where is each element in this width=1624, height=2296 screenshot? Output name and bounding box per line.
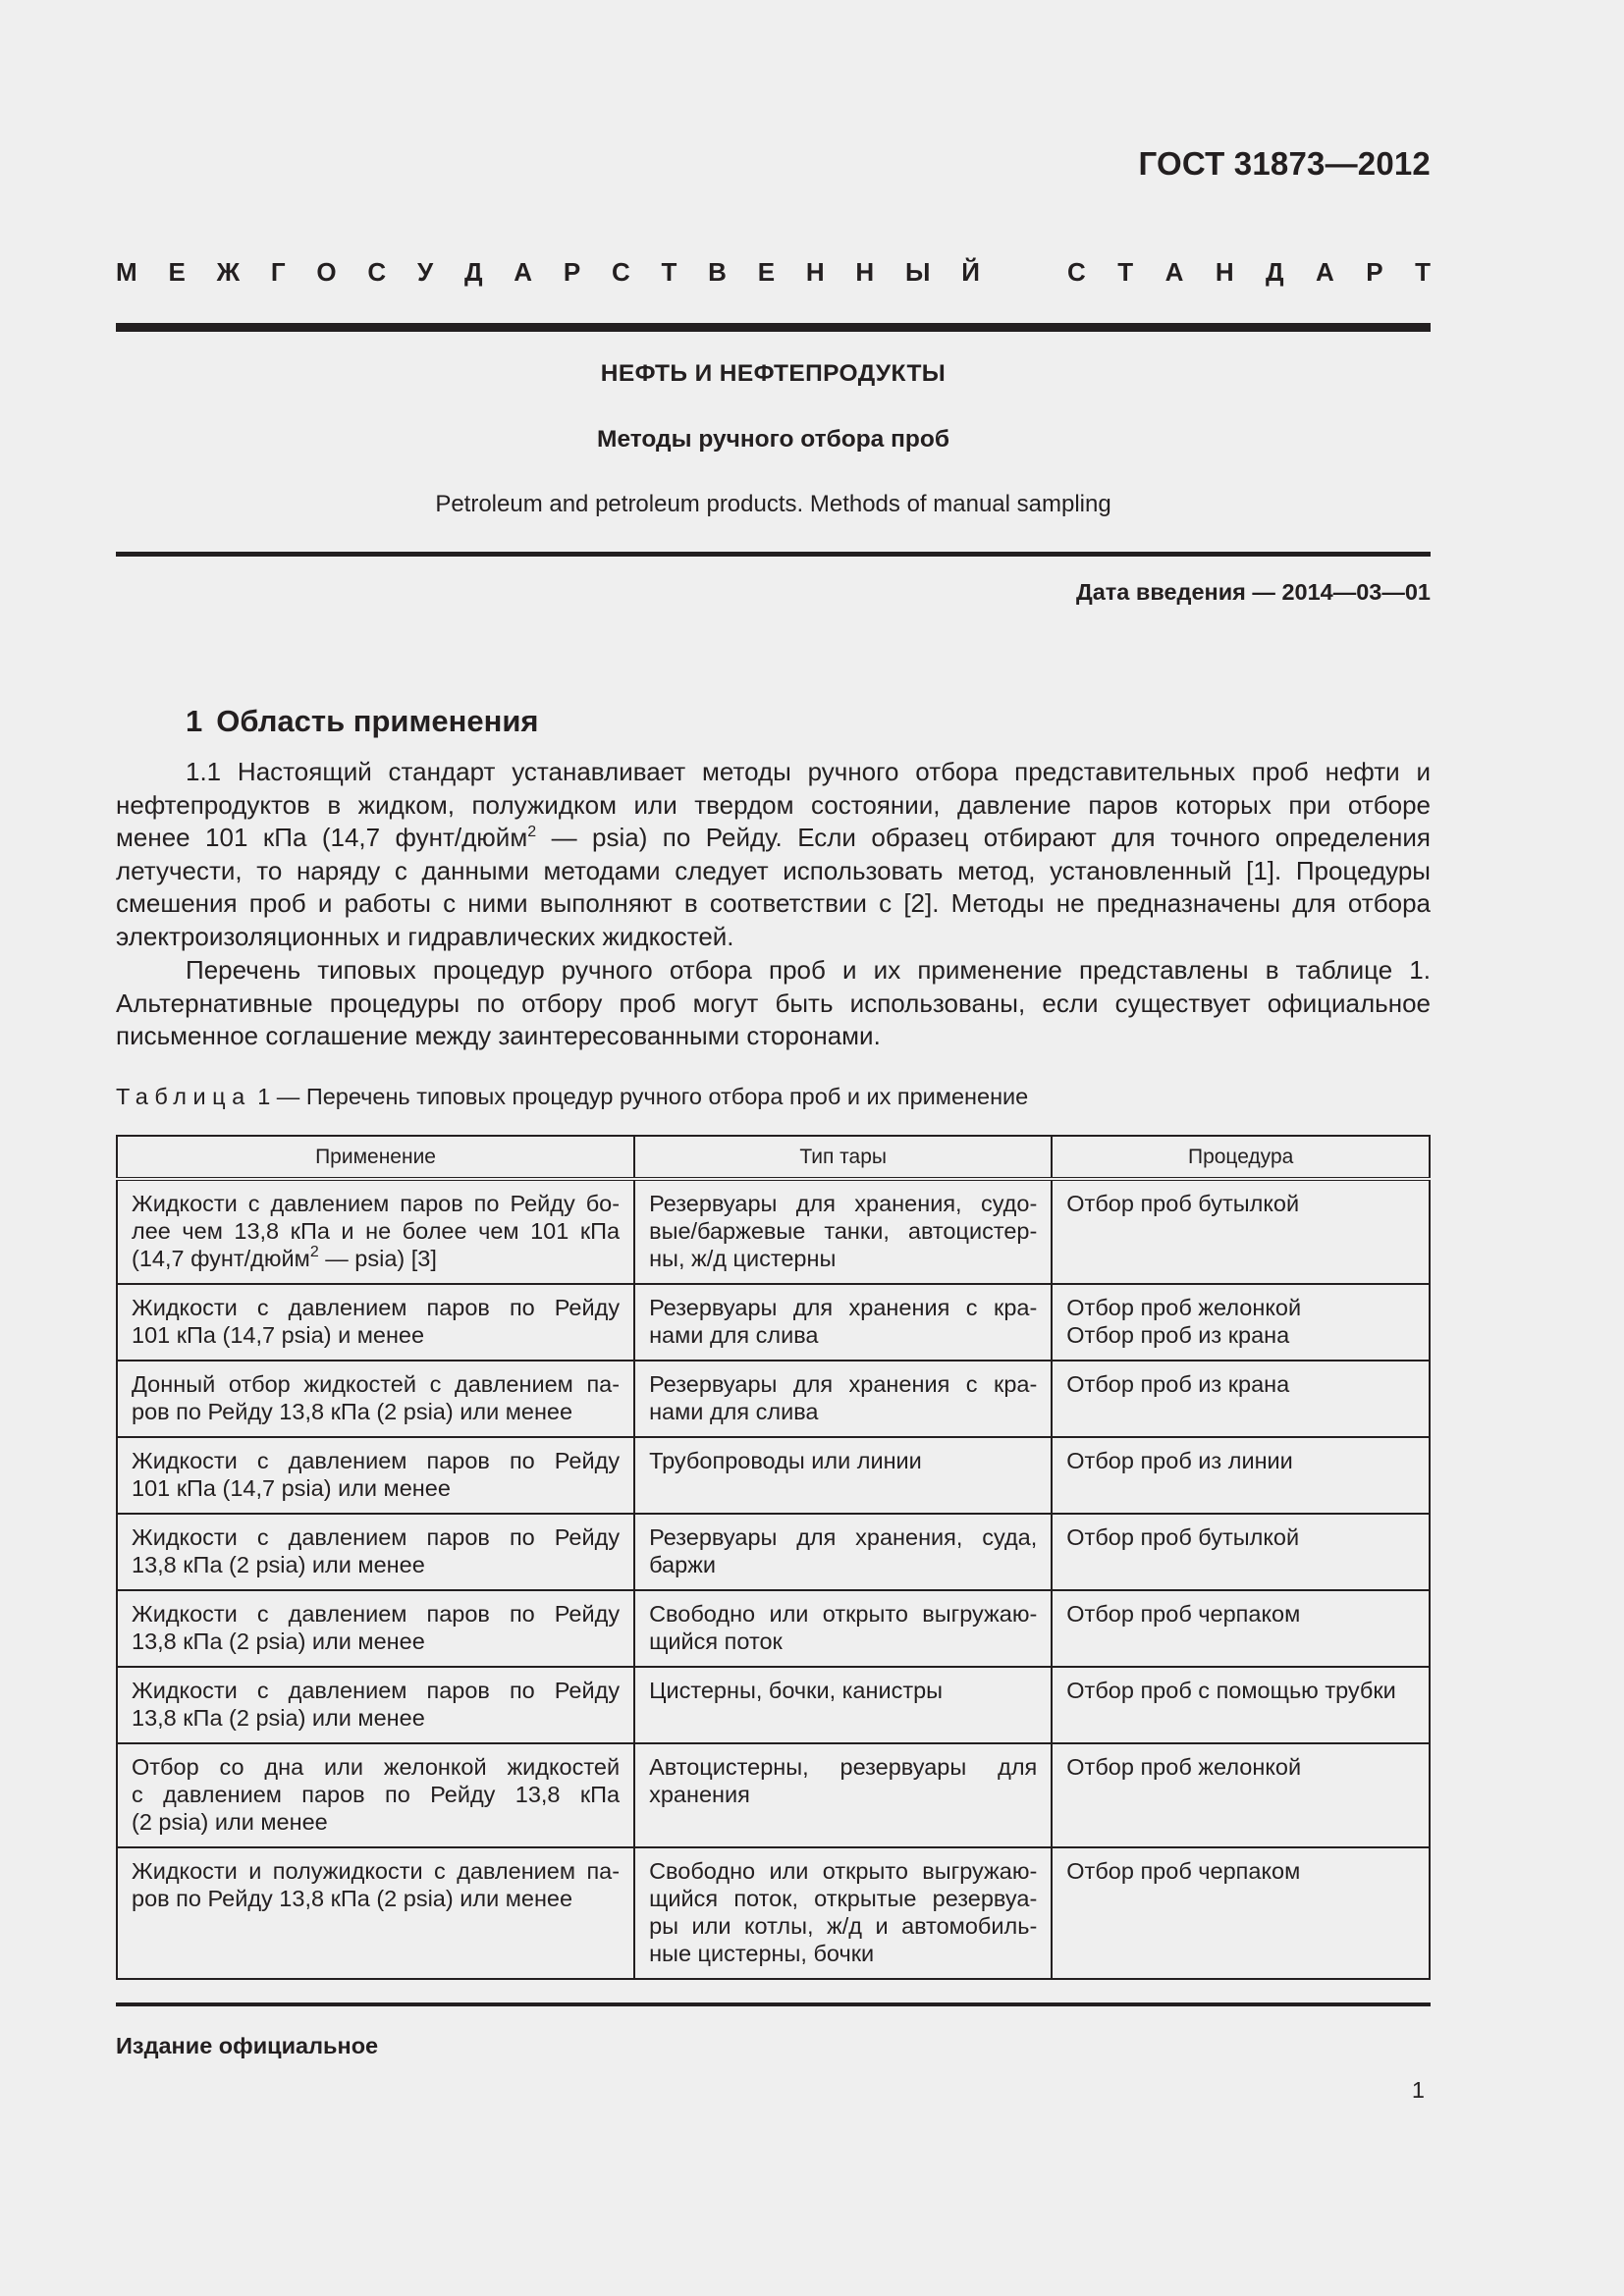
table-row xyxy=(117,1437,1430,1514)
table-header-row xyxy=(117,1136,1430,1179)
cell-container-type xyxy=(634,1847,1052,1979)
cell-line: Жидкости с давлением паров по Рейду бо- xyxy=(132,1191,621,1216)
cell-line: хранения xyxy=(649,1782,750,1807)
cell-application xyxy=(117,1847,634,1979)
cell-procedure xyxy=(1052,1284,1430,1361)
cell-line: баржи xyxy=(649,1552,716,1577)
cell-procedure xyxy=(1052,1361,1430,1437)
spaced-letter: Ж xyxy=(216,257,241,287)
cell-procedure xyxy=(1052,1847,1430,1979)
paragraph-text: менее 101 кПа (14,7 фунт/дюйм xyxy=(116,823,528,852)
spaced-letter: Й xyxy=(961,257,980,287)
header-rule xyxy=(116,323,1431,332)
cell-line: с давлением паров по Рейду 13,8 кПа xyxy=(132,1782,621,1807)
superscript: 2 xyxy=(527,824,537,840)
paragraph-line: письменное соглашение между заинтересованными сторонами. xyxy=(116,1021,881,1050)
cell-line: Жидкости и полужидкости с давлением па- xyxy=(132,1858,621,1884)
section-title: Область применения xyxy=(216,704,539,738)
cell-container-type xyxy=(634,1514,1052,1590)
cell-line: нами для слива xyxy=(649,1399,819,1424)
cell-line: Отбор проб из линии xyxy=(1066,1448,1293,1473)
spaced-letter: Т xyxy=(1415,257,1431,287)
table-row xyxy=(117,1514,1430,1590)
paragraph-line: нефтепродуктов в жидком, полужидком или твердом состоянии, давление паров которых при отборе xyxy=(116,789,1431,820)
cell-procedure xyxy=(1052,1179,1430,1284)
cell-container-type xyxy=(634,1667,1052,1743)
table-row xyxy=(117,1179,1430,1284)
cell-line: Цистерны, бочки, канистры xyxy=(649,1678,944,1703)
cell-line: Резервуары для хранения, судо- xyxy=(649,1191,1038,1216)
section-number: 1 xyxy=(186,704,203,738)
cell-line: Отбор со дна или желонкой жидкостей xyxy=(132,1754,621,1780)
spaced-letter: С xyxy=(1067,257,1086,287)
spaced-letter: Д xyxy=(1266,257,1284,287)
section-heading xyxy=(186,704,539,739)
cell-container-type xyxy=(634,1590,1052,1667)
cell-line: 101 кПа (14,7 psia) и менее xyxy=(132,1322,425,1348)
standard-type-word-standard xyxy=(1067,257,1431,288)
paragraph-line: Перечень типовых процедур ручного отбора проб и их применение представлены в таблице 1. xyxy=(186,955,1431,985)
spaced-letter: С xyxy=(611,257,630,287)
paragraph-line: смешения проб и работы с ними выполняют в соответствии с [2]. Методы не предназначены для отбора xyxy=(116,888,1431,918)
spaced-letter: Е xyxy=(168,257,186,287)
cell-application xyxy=(117,1361,634,1437)
cell-container-type xyxy=(634,1437,1052,1514)
spaced-letter: Ы xyxy=(904,257,931,287)
paragraph-line: летучести, то наряду с данными методами следует использовать метод, установленный [1]. Процедуры xyxy=(116,855,1431,885)
cell-line: Автоцистерны, резервуары для xyxy=(649,1754,1038,1780)
document-subtitle: Методы ручного отбора проб xyxy=(597,426,949,453)
cell-line: Жидкости с давлением паров по Рейду xyxy=(132,1678,621,1703)
cell-procedure xyxy=(1052,1743,1430,1847)
paragraph-line xyxy=(116,822,1431,855)
spaced-letter: А xyxy=(1316,257,1334,287)
cell-line: Отбор проб из крана xyxy=(1066,1322,1290,1348)
cell-line: Жидкости с давлением паров по Рейду xyxy=(132,1448,621,1473)
cell-line: Жидкости с давлением паров по Рейду xyxy=(132,1295,621,1320)
spaced-letter: О xyxy=(316,257,337,287)
table-row xyxy=(117,1847,1430,1979)
cell-line: Трубопроводы или линии xyxy=(649,1448,922,1473)
cell-procedure xyxy=(1052,1667,1430,1743)
cell-container-type xyxy=(634,1361,1052,1437)
table-row xyxy=(117,1361,1430,1437)
cell-line: щийся поток xyxy=(649,1629,783,1654)
cell-line: Донный отбор жидкостей с давлением па- xyxy=(132,1371,621,1397)
spaced-letter: Т xyxy=(661,257,677,287)
cell-line: Жидкости с давлением паров по Рейду xyxy=(132,1601,621,1627)
spaced-letter: Р xyxy=(1366,257,1383,287)
cell-line: Отбор проб желонкой xyxy=(1066,1295,1302,1320)
cell-line: Резервуары для хранения с кра- xyxy=(649,1295,1038,1320)
column-header-procedure: Процедура xyxy=(1052,1136,1430,1179)
page-number: 1 xyxy=(1411,2077,1425,2103)
column-header-container-type: Тип тары xyxy=(634,1136,1052,1179)
cell-line: Отбор проб с помощью трубки xyxy=(1066,1678,1396,1703)
spaced-letter: Г xyxy=(270,257,286,287)
table-row xyxy=(117,1743,1430,1847)
official-edition-label: Издание официальное xyxy=(116,2033,379,2058)
table-caption-label: Таблица xyxy=(116,1084,251,1109)
paragraph-text: — psia) по Рейду. Если образец отбирают для точного определения xyxy=(536,823,1431,852)
procedures-table xyxy=(116,1135,1431,1980)
cell-line: Свободно или открыто выгружаю- xyxy=(649,1601,1038,1627)
cell-application xyxy=(117,1590,634,1667)
spaced-letter: А xyxy=(514,257,533,287)
cell-line: Отбор проб желонкой xyxy=(1066,1754,1302,1780)
cell-application xyxy=(117,1743,634,1847)
title-rule xyxy=(116,552,1431,557)
spaced-letter: Н xyxy=(1215,257,1234,287)
document-number: ГОСТ 31873—2012 xyxy=(1138,145,1431,182)
cell-container-type xyxy=(634,1284,1052,1361)
cell-line: нами для слива xyxy=(649,1322,819,1348)
cell-line: ров по Рейду 13,8 кПа (2 psia) или менее xyxy=(132,1399,573,1424)
cell-line: щийся поток, открытые резервуа- xyxy=(649,1886,1038,1911)
cell-line: Отбор проб бутылкой xyxy=(1066,1524,1300,1550)
paragraph-line: 1.1 Настоящий стандарт устанавливает методы ручного отбора представительных проб нефти и xyxy=(186,757,1431,786)
cell-line: (14,7 фунт/дюйм$^2$ — psia) [3] xyxy=(132,1244,437,1271)
spaced-letter: Н xyxy=(855,257,875,287)
cell-application xyxy=(117,1437,634,1514)
cell-line: 13,8 кПа (2 psia) или менее xyxy=(132,1629,425,1654)
cell-procedure xyxy=(1052,1514,1430,1590)
cell-application xyxy=(117,1284,634,1361)
table-row xyxy=(117,1667,1430,1743)
cell-line: (2 psia) или менее xyxy=(132,1809,328,1835)
spaced-letter: М xyxy=(116,257,137,287)
cell-line: лее чем 13,8 кПа и не более чем 101 кПа xyxy=(132,1218,621,1244)
cell-line: ны, ж/д цистерны xyxy=(649,1246,837,1271)
cell-line: Отбор проб из крана xyxy=(1066,1371,1290,1397)
spaced-letter: Н xyxy=(805,257,825,287)
spaced-letter: Д xyxy=(463,257,483,287)
cell-line: ры или котлы, ж/д и автомобиль- xyxy=(649,1913,1038,1939)
column-header-application: Применение xyxy=(117,1136,634,1179)
paragraph-procedures xyxy=(116,954,1431,1053)
cell-line: 13,8 кПа (2 psia) или менее xyxy=(132,1552,425,1577)
cell-procedure xyxy=(1052,1590,1430,1667)
cell-line: Отбор проб бутылкой xyxy=(1066,1191,1300,1216)
paragraph-line: электроизоляционных и гидравлических жидкостей. xyxy=(116,921,734,951)
cell-line: Резервуары для хранения, суда, xyxy=(649,1524,1038,1550)
document-title: НЕФТЬ И НЕФТЕПРОДУКТЫ xyxy=(600,360,947,387)
cell-line: Резервуары для хранения с кра- xyxy=(649,1371,1038,1397)
cell-line: ров по Рейду 13,8 кПа (2 psia) или менее xyxy=(132,1886,573,1911)
cell-application xyxy=(117,1179,634,1284)
cell-line: Жидкости с давлением паров по Рейду xyxy=(132,1524,621,1550)
spaced-letter: А xyxy=(1164,257,1184,287)
table-row xyxy=(117,1284,1430,1361)
cell-line: вые/баржевые танки, автоцистер- xyxy=(649,1218,1038,1244)
cell-line: Отбор проб черпаком xyxy=(1066,1601,1301,1627)
footer-rule xyxy=(116,2002,1431,2006)
cell-container-type xyxy=(634,1743,1052,1847)
introduction-date: Дата введения — 2014—03—01 xyxy=(1075,579,1431,605)
cell-line: 101 кПа (14,7 psia) или менее xyxy=(132,1475,451,1501)
document-title-english: Petroleum and petroleum products. Methods of manual sampling xyxy=(435,491,1111,517)
cell-procedure xyxy=(1052,1437,1430,1514)
cell-line: Свободно или открыто выгружаю- xyxy=(649,1858,1038,1884)
spaced-letter: У xyxy=(416,257,434,287)
cell-line: 13,8 кПа (2 psia) или менее xyxy=(132,1705,425,1731)
cell-line: Отбор проб черпаком xyxy=(1066,1858,1301,1884)
table-row xyxy=(117,1590,1430,1667)
cell-container-type xyxy=(634,1179,1052,1284)
spaced-letter: Е xyxy=(757,257,776,287)
spaced-letter: Т xyxy=(1117,257,1134,287)
spaced-letter: Р xyxy=(563,257,581,287)
table-caption xyxy=(116,1084,1028,1110)
paragraph-line: Альтернативные процедуры по отбору проб могут быть использованы, если существует официальное xyxy=(116,988,1431,1018)
standard-type-line xyxy=(116,257,1431,288)
cell-line: ные цистерны, бочки xyxy=(649,1941,875,1966)
table-caption-text: 1 — Перечень типовых процедур ручного отбора проб и их применение xyxy=(257,1084,1029,1109)
spaced-letter: С xyxy=(367,257,387,287)
paragraph-scope xyxy=(116,756,1431,953)
cell-application xyxy=(117,1667,634,1743)
cell-application xyxy=(117,1514,634,1590)
standard-type-word-interstate xyxy=(116,257,980,288)
spaced-letter: В xyxy=(708,257,727,287)
